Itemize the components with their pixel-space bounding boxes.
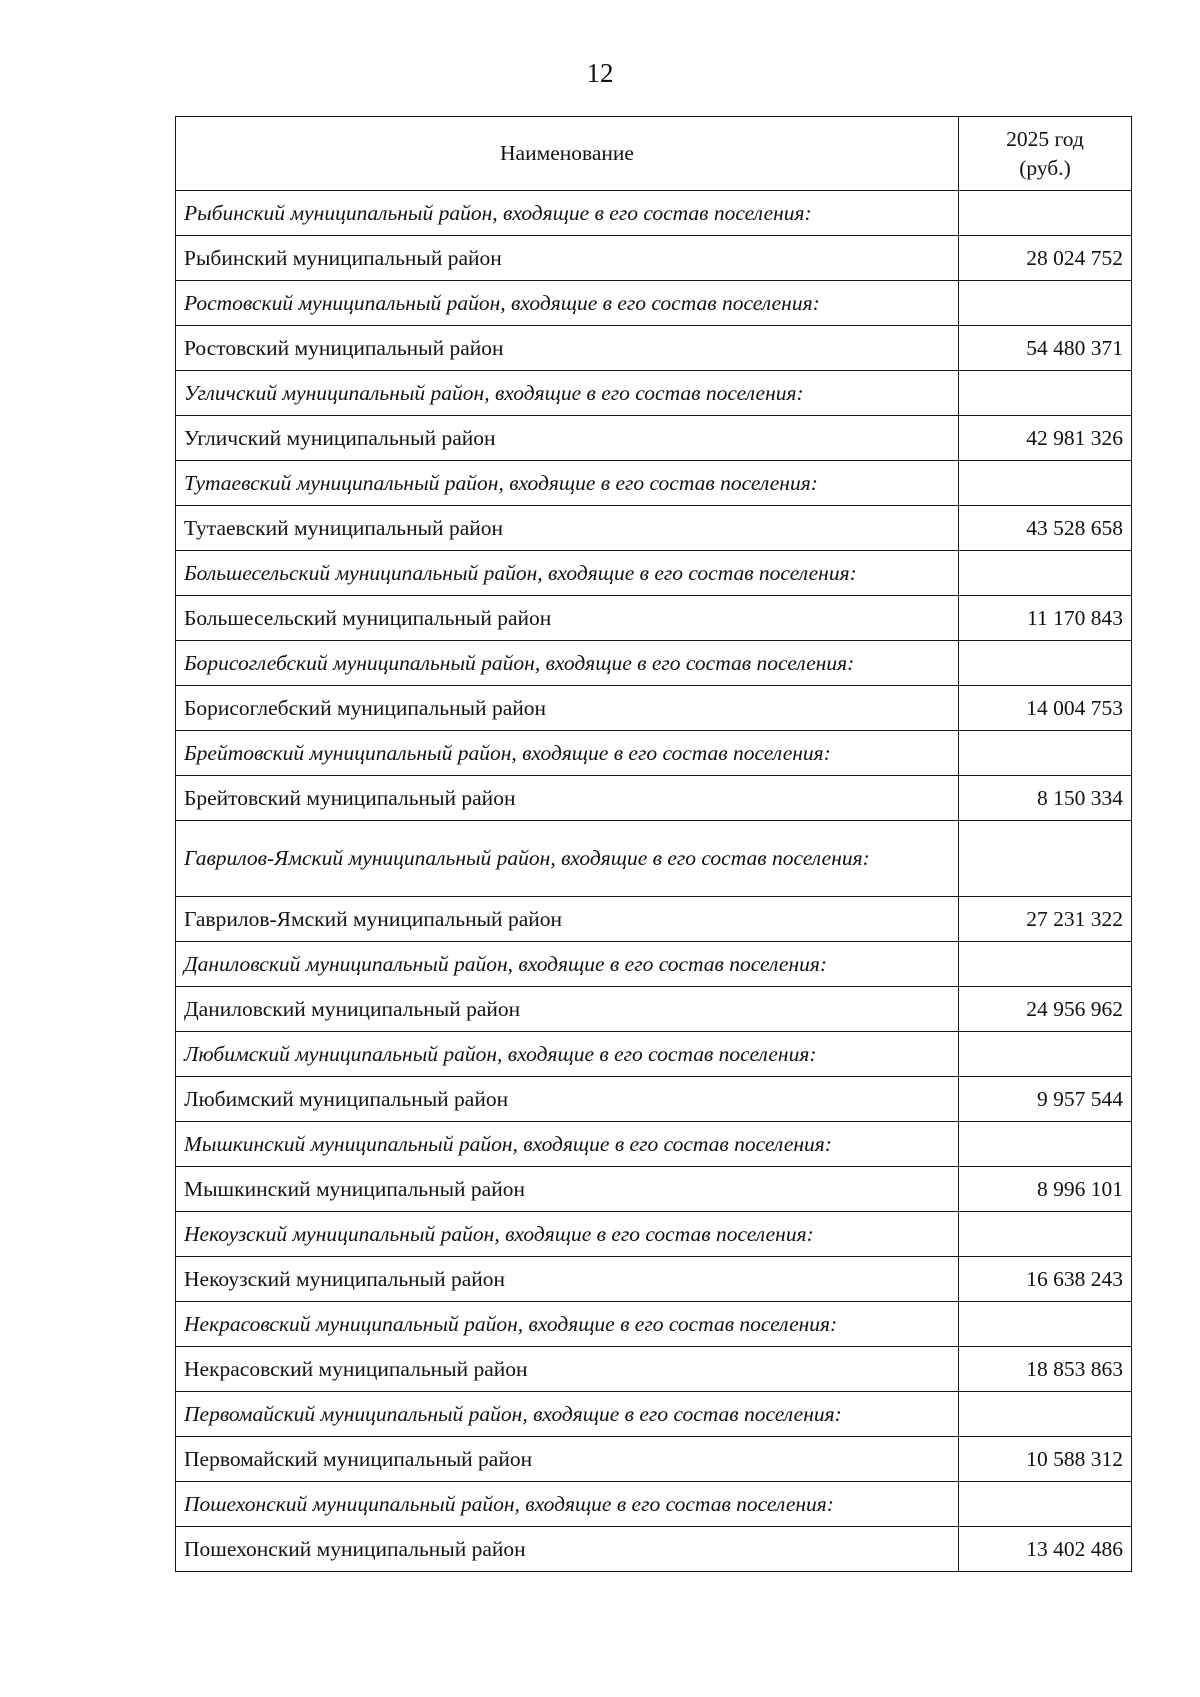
group-heading-value-empty (959, 1482, 1132, 1527)
header-unit: (руб.) (1019, 155, 1071, 180)
district-name: Большесельский муниципальный район (176, 596, 959, 641)
district-name: Гаврилов-Ямский муниципальный район (176, 897, 959, 942)
table-row (176, 1527, 1132, 1572)
district-name: Тутаевский муниципальный район (176, 506, 959, 551)
group-heading-value-empty (959, 1212, 1132, 1257)
table-row (176, 686, 1132, 731)
group-heading-value-empty (959, 1302, 1132, 1347)
district-amount: 8 996 101 (959, 1167, 1132, 1212)
group-heading-row (176, 942, 1132, 987)
district-amount: 18 853 863 (959, 1347, 1132, 1392)
district-amount: 9 957 544 (959, 1077, 1132, 1122)
group-heading: Брейтовский муниципальный район, входящие в его состав поселения: (176, 731, 959, 776)
group-heading-row (176, 821, 1132, 897)
district-amount: 28 024 752 (959, 236, 1132, 281)
group-heading: Некрасовский муниципальный район, входящие в его состав поселения: (176, 1302, 959, 1347)
header-year: 2025 год (1006, 126, 1084, 151)
district-name: Некоузский муниципальный район (176, 1257, 959, 1302)
district-amount: 13 402 486 (959, 1527, 1132, 1572)
group-heading-row (176, 731, 1132, 776)
header-value (959, 117, 1132, 191)
group-heading-value-empty (959, 641, 1132, 686)
group-heading: Пошехонский муниципальный район, входящие в его состав поселения: (176, 1482, 959, 1527)
group-heading: Мышкинский муниципальный район, входящие в его состав поселения: (176, 1122, 959, 1167)
district-amount: 54 480 371 (959, 326, 1132, 371)
district-amount: 11 170 843 (959, 596, 1132, 641)
table-row (176, 236, 1132, 281)
district-amount: 27 231 322 (959, 897, 1132, 942)
district-name: Брейтовский муниципальный район (176, 776, 959, 821)
district-name: Борисоглебский муниципальный район (176, 686, 959, 731)
group-heading-row (176, 461, 1132, 506)
table-row (176, 326, 1132, 371)
group-heading: Некоузский муниципальный район, входящие в его состав поселения: (176, 1212, 959, 1257)
table-row (176, 416, 1132, 461)
table-row (176, 897, 1132, 942)
district-amount: 14 004 753 (959, 686, 1132, 731)
district-name: Любимский муниципальный район (176, 1077, 959, 1122)
group-heading-value-empty (959, 191, 1132, 236)
group-heading: Тутаевский муниципальный район, входящие в его состав поселения: (176, 461, 959, 506)
group-heading: Рыбинский муниципальный район, входящие в его состав поселения: (176, 191, 959, 236)
district-name: Даниловский муниципальный район (176, 987, 959, 1032)
group-heading-row (176, 1212, 1132, 1257)
group-heading: Ростовский муниципальный район, входящие в его состав поселения: (176, 281, 959, 326)
group-heading-value-empty (959, 551, 1132, 596)
table-row (176, 776, 1132, 821)
budget-table (175, 116, 1132, 1572)
group-heading-value-empty (959, 281, 1132, 326)
district-amount: 16 638 243 (959, 1257, 1132, 1302)
group-heading: Даниловский муниципальный район, входящие в его состав поселения: (176, 942, 959, 987)
group-heading-value-empty (959, 731, 1132, 776)
district-name: Некрасовский муниципальный район (176, 1347, 959, 1392)
group-heading-row (176, 191, 1132, 236)
group-heading-row (176, 551, 1132, 596)
table-row (176, 1347, 1132, 1392)
district-name: Пошехонский муниципальный район (176, 1527, 959, 1572)
group-heading-row (176, 1032, 1132, 1077)
district-name: Первомайский муниципальный район (176, 1437, 959, 1482)
district-amount: 43 528 658 (959, 506, 1132, 551)
group-heading-row (176, 641, 1132, 686)
district-amount: 8 150 334 (959, 776, 1132, 821)
district-name: Угличский муниципальный район (176, 416, 959, 461)
district-name: Ростовский муниципальный район (176, 326, 959, 371)
district-amount: 24 956 962 (959, 987, 1132, 1032)
group-heading: Первомайский муниципальный район, входящие в его состав поселения: (176, 1392, 959, 1437)
table-row (176, 596, 1132, 641)
group-heading: Борисоглебский муниципальный район, входящие в его состав поселения: (176, 641, 959, 686)
group-heading: Любимский муниципальный район, входящие в его состав поселения: (176, 1032, 959, 1077)
group-heading-value-empty (959, 1392, 1132, 1437)
group-heading-row (176, 1482, 1132, 1527)
header-name: Наименование (176, 117, 959, 191)
group-heading-value-empty (959, 942, 1132, 987)
table-body (176, 191, 1132, 1572)
group-heading: Большесельский муниципальный район, входящие в его состав поселения: (176, 551, 959, 596)
group-heading-row (176, 371, 1132, 416)
group-heading-row (176, 281, 1132, 326)
group-heading-value-empty (959, 1032, 1132, 1077)
group-heading-value-empty (959, 821, 1132, 897)
group-heading-value-empty (959, 1122, 1132, 1167)
table-row (176, 987, 1132, 1032)
district-name: Рыбинский муниципальный район (176, 236, 959, 281)
district-amount: 42 981 326 (959, 416, 1132, 461)
table-row (176, 1167, 1132, 1212)
group-heading: Угличский муниципальный район, входящие в его состав поселения: (176, 371, 959, 416)
group-heading-row (176, 1392, 1132, 1437)
group-heading-row (176, 1122, 1132, 1167)
table-header-row (176, 117, 1132, 191)
table-row (176, 506, 1132, 551)
page-number: 12 (586, 58, 614, 88)
group-heading: Гаврилов-Ямский муниципальный район, входящие в его состав поселения: (176, 821, 959, 897)
group-heading-value-empty (959, 461, 1132, 506)
group-heading-row (176, 1302, 1132, 1347)
district-amount: 10 588 312 (959, 1437, 1132, 1482)
group-heading-value-empty (959, 371, 1132, 416)
district-name: Мышкинский муниципальный район (176, 1167, 959, 1212)
table-row (176, 1437, 1132, 1482)
table-row (176, 1077, 1132, 1122)
table-row (176, 1257, 1132, 1302)
